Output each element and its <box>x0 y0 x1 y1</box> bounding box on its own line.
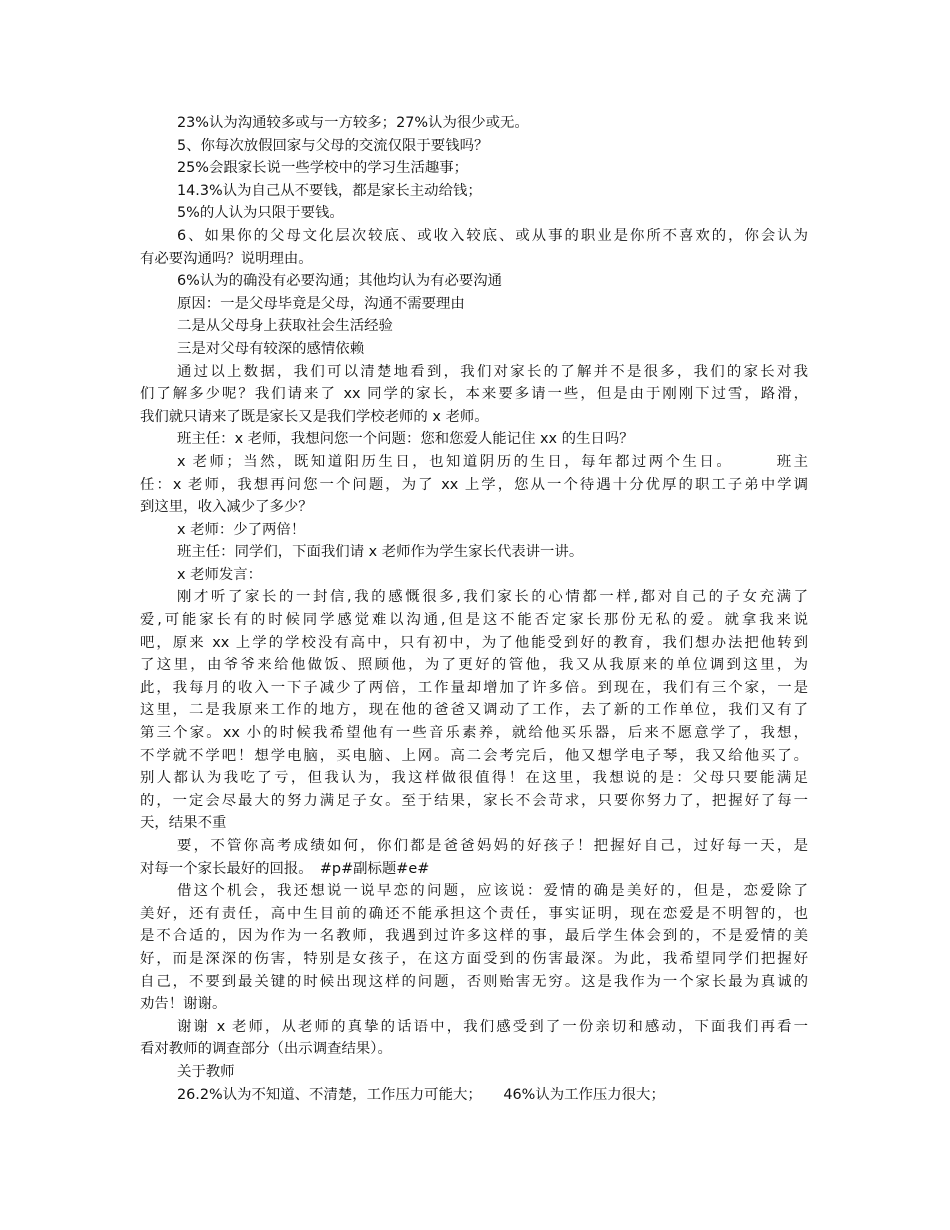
text-line: 刚才听了家长的一封信,我的感慨很多,我们家长的心情都一样,都对自己的子女充满了 <box>177 589 808 606</box>
text-line: 第三个家。xx 小的时候我希望他有一些音乐素养，就给他买乐器，后来不愿意学了，我想， <box>140 725 808 742</box>
text-line: 们了解多少呢？我们请来了 xx 同学的家长，本来要多请一些，但是由于刚刚下过雪，路滑， <box>140 386 808 403</box>
text-line: 谢谢 x 老师，从老师的真挚的话语中，我们感受到了一份亲切和感动，下面我们再看一 <box>177 1018 808 1035</box>
text-line: 我们就只请来了既是家长又是我们学校老师的 x 老师。 <box>140 408 489 425</box>
text-line: 三是对父母有较深的感情依赖 <box>177 340 365 357</box>
text-line: 吧，原来 xx 上学的学校没有高中，只有初中，为了他能受到好的教育，我们想办法把他转到 <box>140 634 808 651</box>
text-line: 25%会跟家长说一些学校中的学习生活趣事； <box>177 160 469 177</box>
text-line: 劝告！谢谢。 <box>140 996 227 1013</box>
text-line: 好，而是深深的伤害，特别是女孩子，在这方面受到的伤害最深。为此，我希望同学们把握好 <box>140 950 808 967</box>
text-line: 天，结果不重 <box>140 815 227 832</box>
text-line: 原因：一是父母毕竟是父母，沟通不需要理由 <box>177 295 465 312</box>
text-line: 看对教师的调查部分（出示调查结果）。 <box>140 1041 392 1058</box>
text-line: 美好，还有责任，高中生目前的确还不能承担这个责任，事实证明，现在恋爱是不明智的，也 <box>140 905 808 922</box>
text-line: 5%的人认为只限于要钱。 <box>177 205 344 222</box>
text-line: 14.3%认为自己从不要钱，都是家长主动给钱； <box>177 182 482 199</box>
text-line: x 老师；当然，既知道阳历生日，也知道阴历的生日，每年都过两个生日。 班主 <box>177 453 808 470</box>
text-line: 借这个机会，我还想说一说早恋的问题，应该说：爱情的确是美好的，但是，恋爱除了 <box>177 883 808 900</box>
text-line: 对每一个家长最好的回报。 #p#副标题#e# <box>140 860 430 877</box>
text-line: 5、你每次放假回家与父母的交流仅限于要钱吗？ <box>177 137 489 154</box>
text-line: 班主任：同学们，下面我们请 x 老师作为学生家长代表讲一讲。 <box>177 544 584 561</box>
text-line: 6、如果你的父母文化层次较底、或收入较底、或从事的职业是你所不喜欢的，你会认为 <box>177 227 808 244</box>
text-line: 班主任：x 老师，我想问您一个问题：您和您爱人能记住 xx 的生日吗？ <box>177 431 634 448</box>
text-line: 了这里，由爷爷来给他做饭、照顾他，为了更好的管他，我又从我原来的单位调到这里，为 <box>140 657 808 674</box>
text-line: 自己，不要到最关键的时候出现这样的问题，否则贻害无穷。这是我作为一个家长最为真诚的 <box>140 973 808 990</box>
text-line: 爱,可能家长有的时候同学感觉难以沟通,但是这不能否定家长那份无私的爱。就拿我来说 <box>140 612 808 629</box>
text-line: 这里，二是我原来工作的地方，现在他的爸爸又调动了工作，去了新的工作单位，我们又有了 <box>140 702 808 719</box>
text-line: x 老师：少了两倍！ <box>177 521 306 538</box>
text-line: 26.2%认为不知道、不清楚，工作压力可能大； 46%认为工作压力很大； <box>177 1086 665 1103</box>
text-line: x 老师发言： <box>177 566 263 583</box>
text-line: 别人都认为我吃了亏，但我认为，我这样做很值得！在这里，我想说的是：父母只要能满足 <box>140 770 808 787</box>
text-line: 不学就不学吧！想学电脑，买电脑、上网。高二会考完后，他又想学电子琴，我又给他买了。 <box>140 747 808 764</box>
text-line: 关于教师 <box>177 1063 235 1080</box>
document-page <box>140 112 808 1106</box>
text-line: 到这里，收入减少了多少？ <box>140 499 313 516</box>
text-line: 有必要沟通吗？说明理由。 <box>140 250 313 267</box>
text-line: 要，不管你高考成绩如何，你们都是爸爸妈妈的好孩子！把握好自己，过好每一天，是 <box>177 838 808 854</box>
text-line: 任：x 老师，我想再问您一个问题，为了 xx 上学，您从一个待遇十分优厚的职工子弟中学调 <box>140 476 808 493</box>
text-line: 通过以上数据，我们可以清楚地看到，我们对家长的了解并不是很多，我们的家长对我 <box>177 363 808 380</box>
text-line: 6%认为的确没有必要沟通；其他均认为有必要沟通 <box>177 273 503 290</box>
text-line: 23%认为沟通较多或与一方较多；27%认为很少或无。 <box>177 115 529 131</box>
text-line: 的，一定会尽最大的努力满足子女。至于结果，家长不会苛求，只要你努力了，把握好了每一 <box>140 792 808 809</box>
text-line: 是不合适的，因为作为一名教师，我遇到过许多这样的事，最后学生体会到的，不是爱情的美 <box>140 928 808 945</box>
text-line: 二是从父母身上获取社会生活经验 <box>177 318 393 335</box>
text-line: 此，我每月的收入一下子减少了两倍，工作量却增加了许多倍。到现在，我们有三个家，一是 <box>140 679 808 696</box>
